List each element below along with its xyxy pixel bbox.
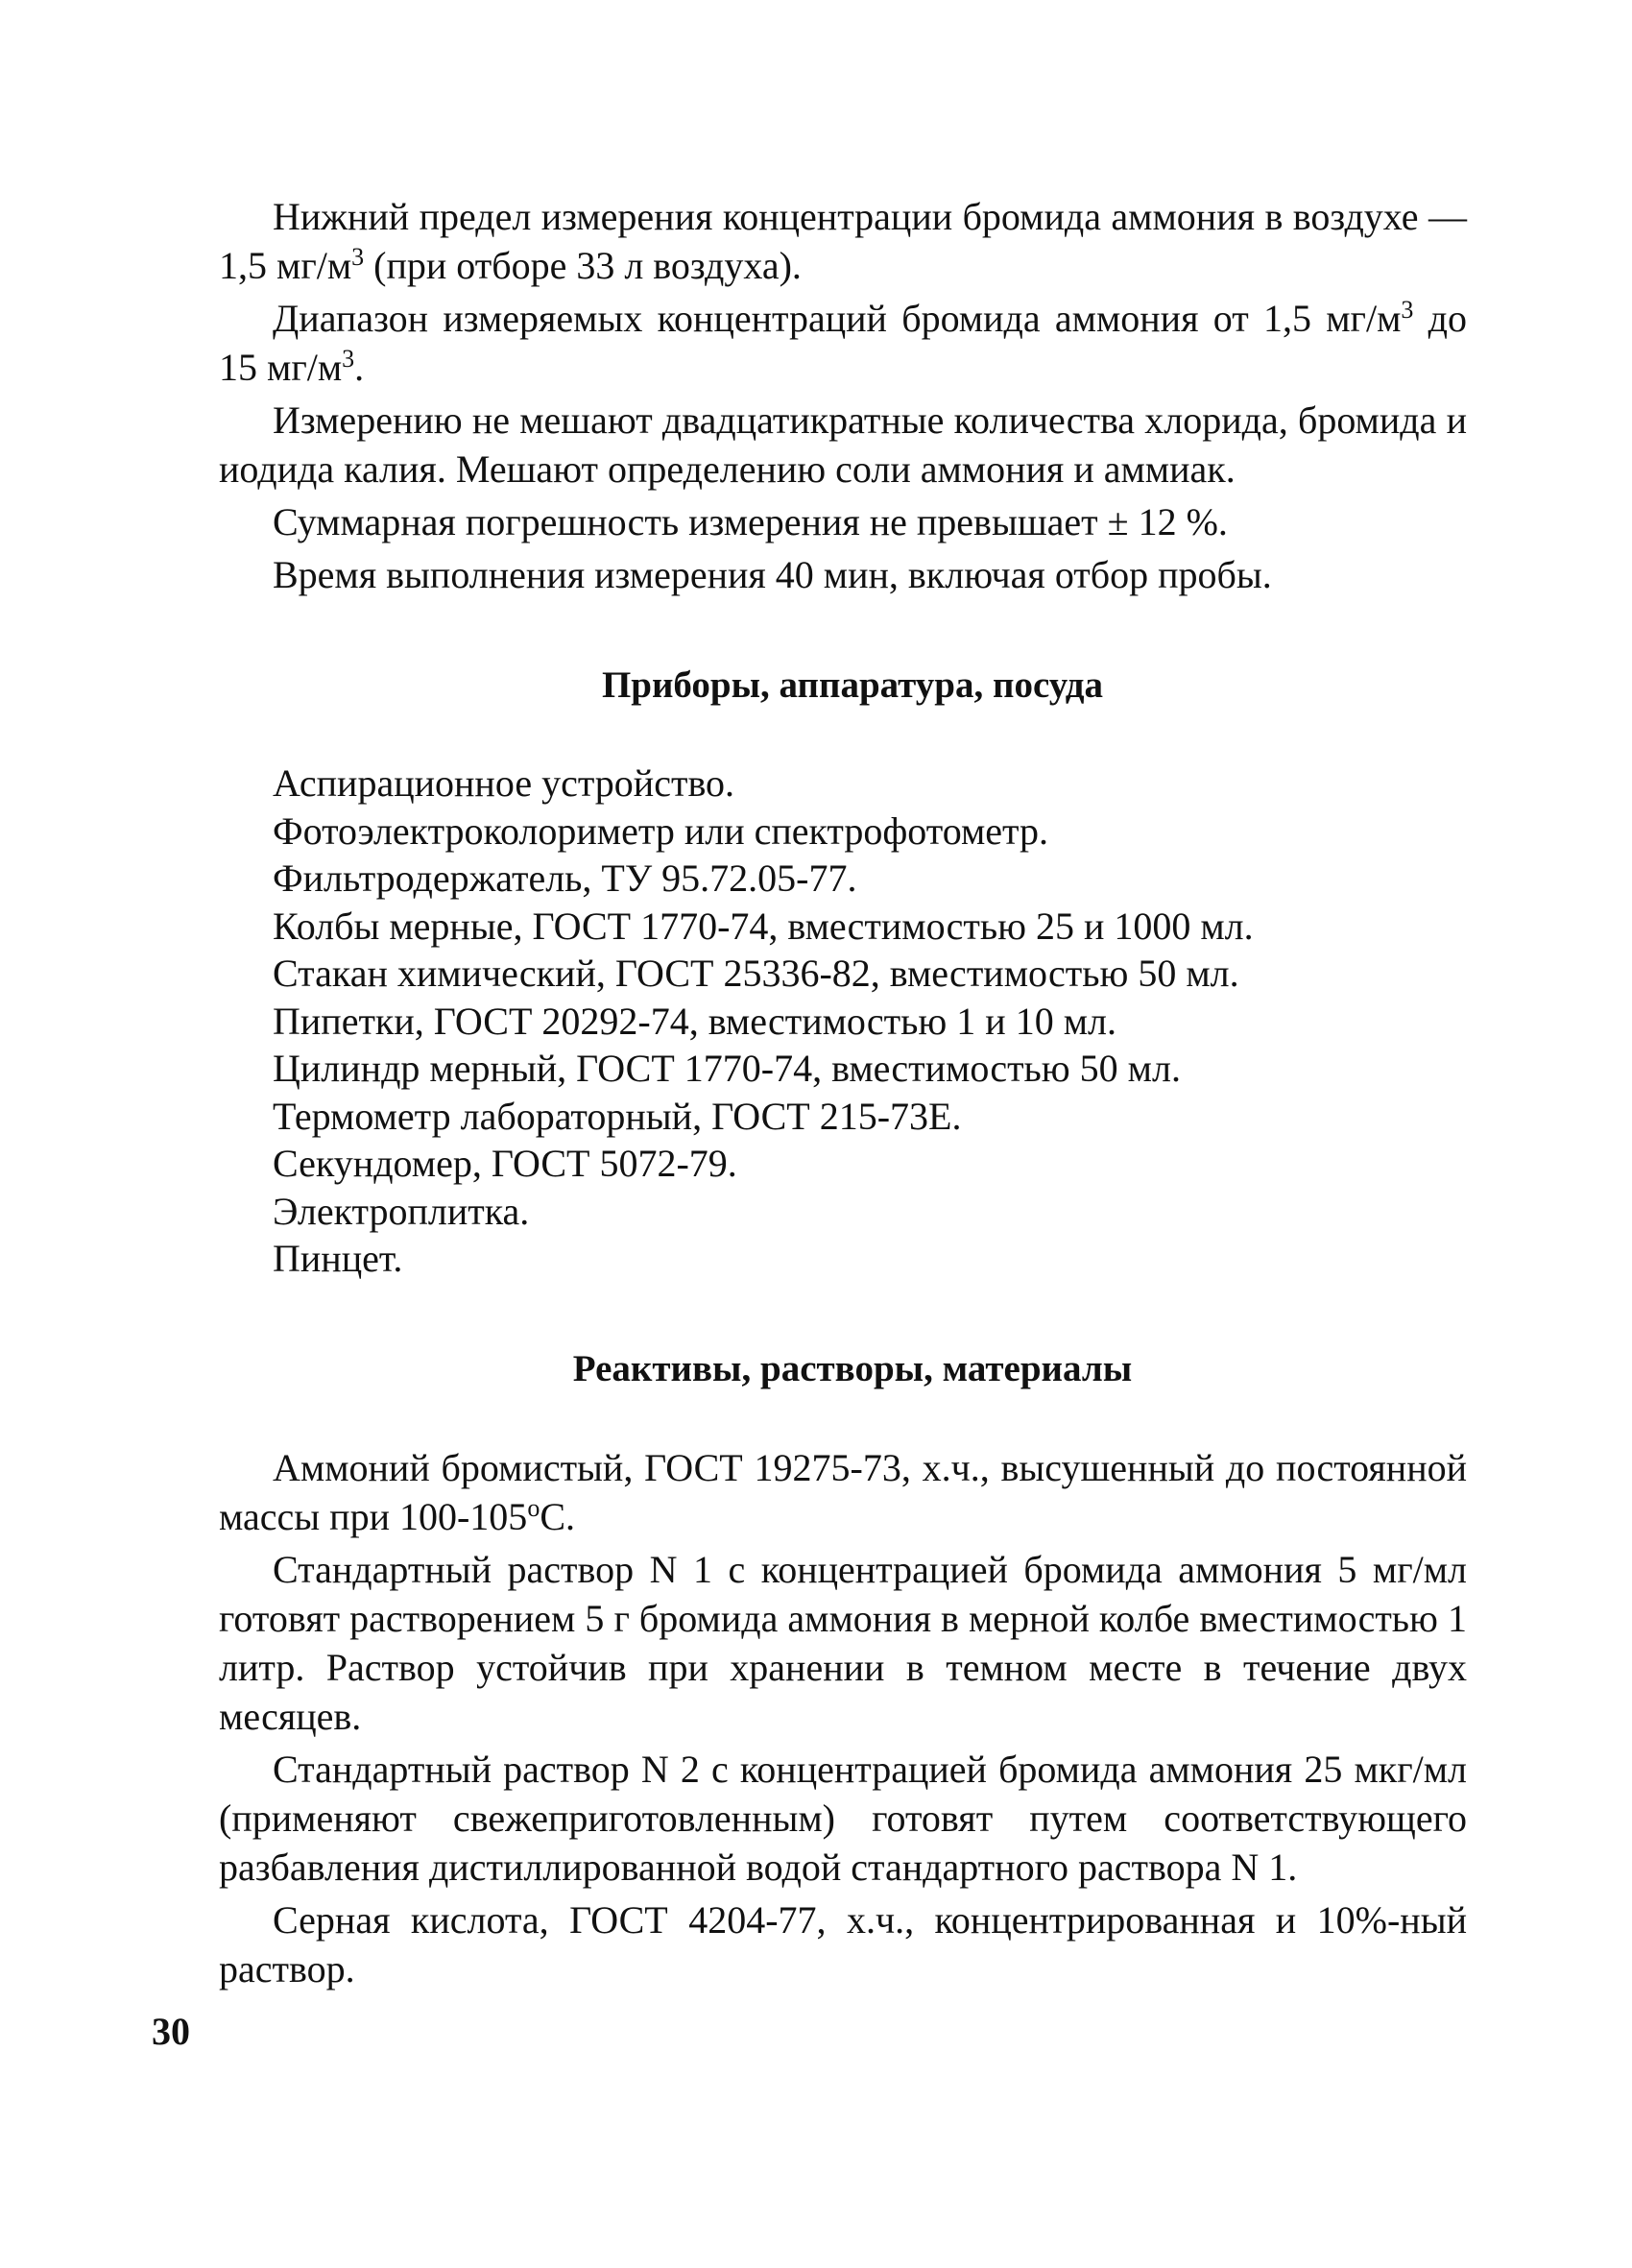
intro-paragraph-range (219, 294, 1467, 392)
equipment-item: Аспирационное устройство. (273, 761, 735, 805)
reagents-section (219, 1443, 1467, 1993)
reagents-heading: Реактивы, растворы, материалы (572, 1347, 1133, 1389)
equipment-item: Электроплитка. (273, 1189, 530, 1233)
intro-section (219, 192, 1467, 599)
reagents-paragraph-standard-solution-2: Стандартный раствор N 2 с концентрацией бромида аммония 25 мкг/мл (применяют свежеприготовленным) готовят путем соответствующего разбавления дистиллированной водой стандартного раствора N 1. (219, 1747, 1467, 1889)
intro-text: Диапазон измеряемых концентраций бромида аммония от 1,5 мг/м (273, 297, 1402, 340)
intro-text: (при отборе 33 л воздуха). (364, 244, 802, 287)
intro-paragraph-interference: Измерению не мешают двадцатикратные количества хлорида, бромида и иодида калия. Мешают определению соли аммония и аммиак. (219, 398, 1467, 491)
intro-text: до 15 мг/м (219, 297, 1467, 389)
intro-paragraph-duration: Время выполнения измерения 40 мин, включая отбор пробы. (273, 553, 1272, 596)
equipment-list (219, 760, 1467, 1283)
reagents-paragraph-sulfuric-acid: Серная кислота, ГОСТ 4204-77, х.ч., концентрированная и 10%-ный раствор. (219, 1897, 1467, 1991)
intro-text: . (354, 346, 365, 389)
equipment-item: Фильтродержатель, ТУ 95.72.05-77. (273, 857, 857, 900)
intro-paragraph-lower-limit (219, 192, 1467, 290)
document-page (219, 192, 1467, 1997)
equipment-item: Термометр лабораторный, ГОСТ 215-73Е. (273, 1094, 962, 1138)
superscript: 3 (1401, 296, 1414, 324)
equipment-heading: Приборы, аппаратура, посуда (601, 664, 1104, 706)
intro-text: Нижний предел измерения концентрации бромида аммония в воздухе — 1,5 мг/м (219, 195, 1467, 287)
intro-paragraph-error: Суммарная погрешность измерения не превышает ± 12 %. (273, 500, 1228, 543)
equipment-item: Пинцет. (273, 1237, 403, 1280)
reagents-paragraph-ammonium-bromide (219, 1443, 1467, 1541)
reagents-text: Аммоний бромистый, ГОСТ 19275-73, х.ч., высушенный до постоянной массы при 100-105 (219, 1445, 1467, 1538)
page-number: 30 (152, 2010, 190, 2053)
superscript: 3 (351, 243, 365, 271)
reagents-text: С. (540, 1494, 575, 1538)
equipment-item: Цилиндр мерный, ГОСТ 1770-74, вместимостью 50 мл. (273, 1047, 1181, 1090)
equipment-item: Пипетки, ГОСТ 20292-74, вместимостью 1 и 10 мл. (273, 999, 1116, 1043)
equipment-item: Секундомер, ГОСТ 5072-79. (273, 1142, 737, 1185)
equipment-item: Фотоэлектроколориметр или спектрофотометр. (273, 808, 1049, 853)
equipment-item: Стакан химический, ГОСТ 25336-82, вместимостью 50 мл. (273, 952, 1239, 995)
equipment-item: Колбы мерные, ГОСТ 1770-74, вместимостью 25 и 1000 мл. (273, 904, 1254, 948)
reagents-paragraph-standard-solution-1: Стандартный раствор N 1 с концентрацией бромида аммония 5 мг/мл готовят растворением 5 г бромида аммония в мерной колбе вместимостью 1 литр. Раствор устойчив при хранении в темном месте в течение двух месяцев. (219, 1547, 1467, 1738)
superscript: о (527, 1493, 540, 1522)
superscript: 3 (342, 345, 355, 373)
